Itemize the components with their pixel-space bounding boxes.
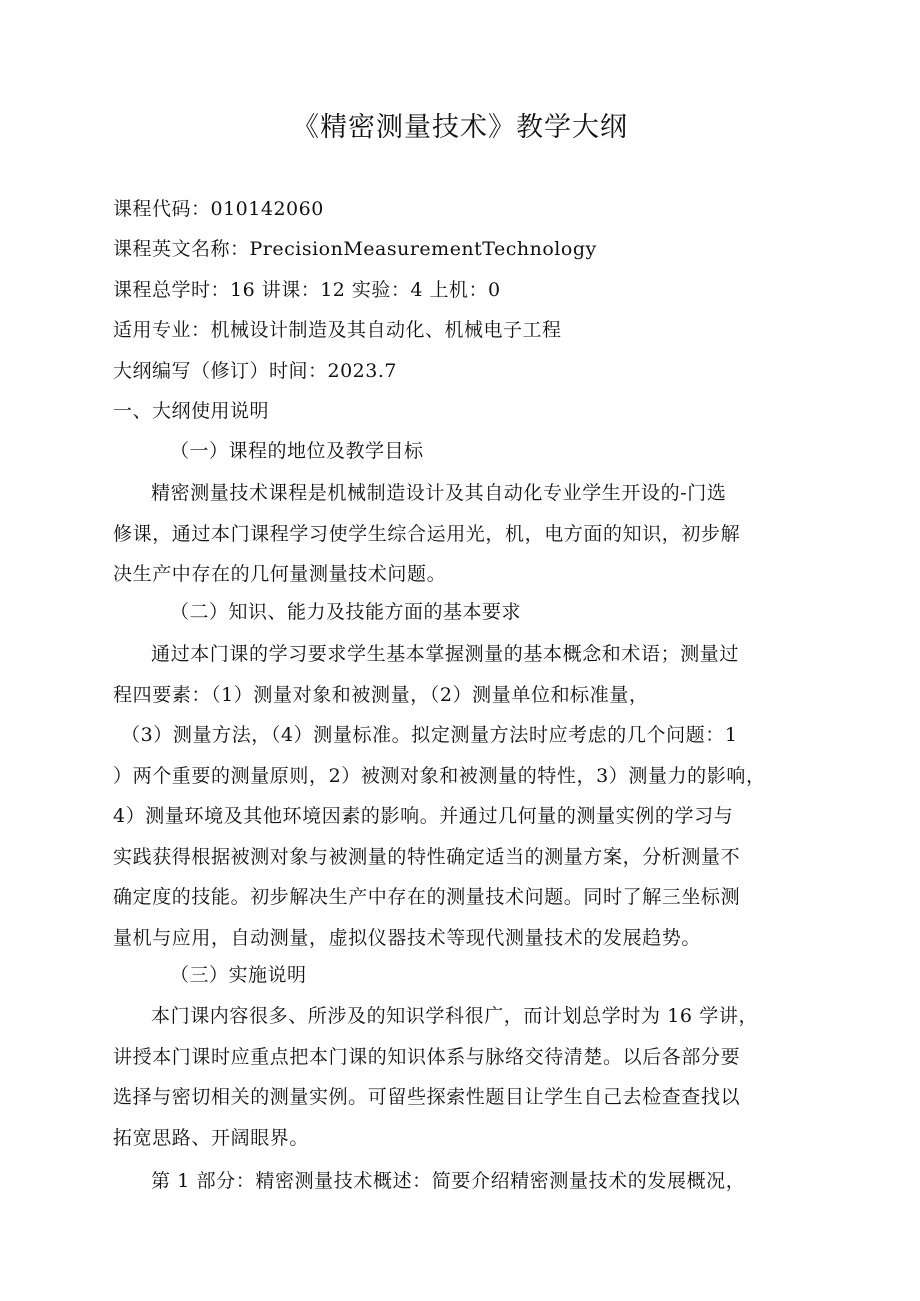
paragraph-line: （3）测量方法，（4）测量标准。拟定测量方法时应考虑的几个问题：1 [121, 724, 738, 746]
course-english-name: 课程英文名称：PrecisionMeasurementTechnology [113, 238, 597, 260]
paragraph-line: 本门课内容很多、所涉及的知识学科很广，而计划总学时为 16 学讲， [151, 1005, 759, 1027]
paragraph-line: 量机与应用，自动测量，虚拟仪器技术等现代测量技术的发展趋势。 [113, 926, 702, 949]
paragraph-line: 讲授本门课时应重点把本门课的知识体系与脉络交待清楚。以后各部分要 [113, 1045, 741, 1068]
applicable-major: 适用专业：机械设计制造及其自动化、机械电子工程 [113, 319, 562, 341]
paragraph-line: ）两个重要的测量原则，2）被测对象和被测量的特性，3）测量力的影响， [113, 764, 766, 787]
paragraph-line: 决生产中存在的几何量测量技术问题。 [113, 563, 447, 585]
document-title: 《精密测量技术》教学大纲 [292, 112, 628, 143]
paragraph-line: 实践获得根据被测对象与被测量的特性确定适当的测量方案，分析测量不 [113, 845, 741, 868]
section-heading-usage: 一、大纲使用说明 [113, 400, 270, 422]
subsection-heading-goals: （一）课程的地位及教学目标 [170, 440, 424, 462]
paragraph-line: 确定度的技能。初步解决生产中存在的测量技术问题。同时了解三坐标测 [113, 886, 741, 908]
paragraph-line: 4）测量环境及其他环境因素的影响。并通过几何量的测量实例的学习与 [113, 805, 734, 827]
paragraph-line: 第 1 部分：精密测量技术概述：简要介绍精密测量技术的发展概况， [151, 1170, 746, 1192]
paragraph-part1 [113, 1161, 807, 1202]
revision-date: 大纲编写（修订）时间：2023.7 [113, 360, 397, 382]
paragraph-implementation [113, 996, 807, 1158]
subsection-heading-requirements: （二）知识、能力及技能方面的基本要求 [170, 601, 522, 623]
paragraph-requirements [113, 634, 807, 958]
paragraph-line: 拓宽思路、开阔眼界。 [113, 1126, 310, 1149]
course-code: 课程代码：010142060 [113, 198, 324, 220]
paragraph-line: 通过本门课的学习要求学生基本掌握测量的基本概念和术语；测量过 [151, 643, 740, 665]
paragraph-line: 精密测量技术课程是机械制造设计及其自动化专业学生开设的-门选 [151, 482, 727, 504]
subsection-heading-implementation: （三）实施说明 [170, 964, 307, 986]
paragraph-goals [113, 473, 807, 595]
paragraph-line: 选择与密切相关的测量实例。可留些探索性题目让学生自己去检查查找以 [113, 1086, 741, 1108]
course-hours: 课程总学时：16 讲课：12 实验：4 上机：0 [113, 279, 501, 301]
paragraph-line: 程四要素：（1）测量对象和被测量，（2）测量单位和标准量， [113, 683, 649, 706]
paragraph-line: 修课，通过本门课程学习使学生综合运用光，机，电方面的知识，初步解 [113, 522, 741, 545]
